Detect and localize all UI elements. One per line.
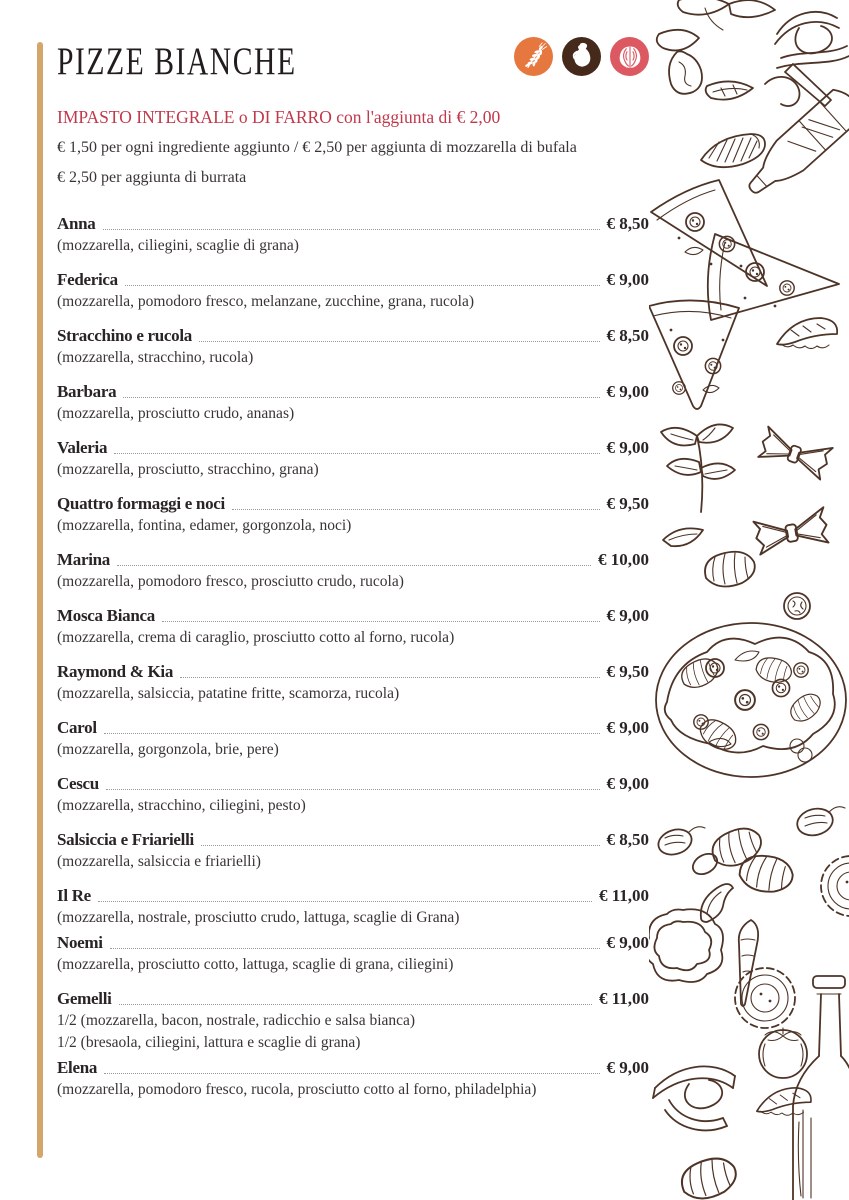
milk-jug-icon (562, 37, 601, 76)
item-name: Federica (57, 270, 118, 290)
item-price: € 11,00 (598, 886, 649, 906)
menu-item-header (57, 1057, 649, 1078)
item-price: € 9,50 (606, 494, 649, 514)
menu-item-header (57, 932, 649, 953)
walnut-icon (610, 37, 649, 76)
item-price: € 9,00 (606, 382, 649, 402)
item-name: Stracchino e rucola (57, 326, 192, 346)
dotted-leader (180, 677, 599, 678)
menu-item-header (57, 325, 649, 346)
menu-item (57, 885, 649, 928)
page-title: PIZZE BIANCHE (57, 40, 297, 83)
item-ingredients: (mozzarella, fontina, edamer, gorgonzola, noci) (57, 517, 352, 535)
item-ingredients: (mozzarella, crema di caraglio, prosciutto cotto al forno, rucola) (57, 629, 455, 647)
tomato-slice-illustration (784, 593, 810, 619)
menu-item (57, 437, 649, 480)
menu-item-header (57, 213, 649, 234)
item-price: € 9,00 (606, 438, 649, 458)
item-name: Quattro formaggi e noci (57, 494, 225, 514)
item-price: € 9,00 (606, 270, 649, 290)
item-price: € 9,00 (606, 718, 649, 738)
item-name: Cescu (57, 774, 99, 794)
menu-header (57, 34, 649, 94)
menu-item (57, 269, 649, 312)
dotted-leader (125, 285, 600, 286)
menu-item (57, 829, 649, 872)
tagliatelle-illustration (765, 12, 849, 106)
item-price: € 11,00 (598, 989, 649, 1009)
dotted-leader (201, 845, 600, 846)
dotted-leader (119, 1004, 592, 1005)
menu-item (57, 325, 649, 368)
menu-item-header (57, 717, 649, 738)
basil-sprig-illustration (661, 424, 735, 512)
farfalle-illustration-1 (757, 425, 833, 480)
menu-item (57, 988, 649, 1053)
menu-item-header (57, 549, 649, 570)
menu-item (57, 493, 649, 536)
menu-item-header (57, 773, 649, 794)
item-price: € 8,50 (606, 214, 649, 234)
item-ingredients: (mozzarella, nostrale, prosciutto crudo, lattuga, scaglie di Grana) (57, 909, 460, 927)
pizza-slices-illustration (649, 180, 839, 409)
allergen-badges (514, 37, 649, 76)
menu-item (57, 717, 649, 760)
item-price: € 8,50 (606, 830, 649, 850)
menu-item-header (57, 437, 649, 458)
item-ingredients: (mozzarella, prosciutto, stracchino, grana) (57, 461, 319, 479)
menu-item (57, 381, 649, 424)
menu-item-header (57, 829, 649, 850)
item-ingredients: (mozzarella, salsiccia, patatine fritte, scamorza, rucola) (57, 685, 400, 703)
item-name: Noemi (57, 933, 103, 953)
item-ingredients: 1/2 (mozzarella, bacon, nostrale, radicchio e salsa bianca) (57, 1012, 416, 1030)
ravioli-illustration (735, 968, 795, 1028)
menu-item (57, 605, 649, 648)
menu-item (57, 213, 649, 256)
menu-item-header (57, 381, 649, 402)
dotted-leader (123, 397, 599, 398)
dotted-leader (106, 789, 600, 790)
ravioli-edge-illustration (821, 856, 849, 916)
item-ingredients: (mozzarella, pomodoro fresco, prosciutto crudo, rucola) (57, 573, 404, 591)
item-name: Il Re (57, 886, 91, 906)
item-name: Marina (57, 550, 110, 570)
olives-illustration (655, 825, 721, 878)
menu-item-header (57, 493, 649, 514)
dough-upcharge-note: IMPASTO INTEGRALE o DI FARRO con l'aggiunta di € 2,00 (57, 107, 501, 127)
dotted-leader (104, 1073, 599, 1074)
item-name: Anna (57, 214, 96, 234)
item-name: Valeria (57, 438, 108, 458)
dotted-leader (98, 901, 592, 902)
dotted-leader (110, 948, 600, 949)
item-ingredients: (mozzarella, stracchino, ciliegini, pesto) (57, 797, 306, 815)
item-price: € 9,00 (606, 774, 649, 794)
item-ingredients: 1/2 (bresaola, ciliegini, lattura e scaglie di grana) (57, 1034, 361, 1052)
menu-item (57, 1057, 649, 1100)
dotted-leader (117, 565, 591, 566)
item-price: € 9,50 (606, 662, 649, 682)
pepper-ring-illustration (649, 909, 723, 982)
item-ingredients: (mozzarella, pomodoro fresco, melanzane, zucchine, grana, rucola) (57, 293, 474, 311)
menu-item (57, 549, 649, 592)
tomato-illustration (759, 1028, 807, 1078)
item-price: € 9,00 (606, 1058, 649, 1078)
menu-content (57, 34, 649, 1113)
mini-leaf-illustration (663, 528, 703, 546)
wheat-icon (514, 37, 553, 76)
left-accent-bar (37, 42, 43, 1158)
item-price: € 9,00 (606, 933, 649, 953)
item-ingredients: (mozzarella, prosciutto cotto, lattuga, scaglie di grana, ciliegini) (57, 956, 454, 974)
menu-item-header (57, 988, 649, 1009)
extra-ingredient-note: € 1,50 per ogni ingrediente aggiunto / € 2,50 per aggiunta di mozzarella di bufala (57, 138, 577, 156)
hatched-leaf-illustration (701, 134, 765, 167)
dotted-leader (103, 229, 600, 230)
item-name: Gemelli (57, 989, 112, 1009)
shells-cluster-illustration (709, 825, 797, 899)
item-name: Barbara (57, 382, 117, 402)
menu-item-header (57, 661, 649, 682)
dotted-leader (162, 621, 600, 622)
dotted-leader (114, 453, 599, 454)
menu-item (57, 661, 649, 704)
menu-list (57, 213, 649, 1100)
menu-item-header (57, 269, 649, 290)
dotted-leader (232, 509, 600, 510)
pasta-plate-illustration (656, 623, 846, 777)
item-name: Carol (57, 718, 97, 738)
item-ingredients: (mozzarella, gorgonzola, brie, pere) (57, 741, 279, 759)
item-ingredients: (mozzarella, ciliegini, scaglie di grana) (57, 237, 299, 255)
item-name: Raymond & Kia (57, 662, 174, 682)
menu-item (57, 932, 649, 975)
basil-leaves-illustration (657, 0, 775, 100)
tagliatelle-knot-illustration (653, 1066, 735, 1130)
calzone-illustration (777, 318, 837, 349)
garlic-sprout-illustration (739, 920, 758, 1006)
food-illustrations-strip (649, 0, 849, 1200)
shell-bottom-illustration (679, 1156, 739, 1200)
menu-item-header (57, 885, 649, 906)
item-ingredients: (mozzarella, pomodoro fresco, rucola, prosciutto cotto al forno, philadelphia) (57, 1081, 537, 1099)
item-ingredients: (mozzarella, prosciutto crudo, ananas) (57, 405, 295, 423)
menu-item-header (57, 605, 649, 626)
burrata-note: € 2,50 per aggiunta di burrata (57, 168, 247, 186)
item-name: Mosca Bianca (57, 606, 155, 626)
dotted-leader (199, 341, 600, 342)
garlic-clove-illustration (701, 884, 733, 922)
item-name: Elena (57, 1058, 98, 1078)
farfalle-illustration-2 (753, 507, 830, 555)
olive-illustration-2 (794, 805, 845, 839)
item-price: € 9,00 (606, 606, 649, 626)
item-ingredients: (mozzarella, salsiccia e friarielli) (57, 853, 261, 871)
menu-item (57, 773, 649, 816)
dotted-leader (104, 733, 600, 734)
item-price: € 10,00 (598, 550, 649, 570)
shell-pasta-illustration (705, 552, 755, 587)
item-name: Salsiccia e Friarielli (57, 830, 194, 850)
item-price: € 8,50 (606, 326, 649, 346)
item-ingredients: (mozzarella, stracchino, rucola) (57, 349, 254, 367)
